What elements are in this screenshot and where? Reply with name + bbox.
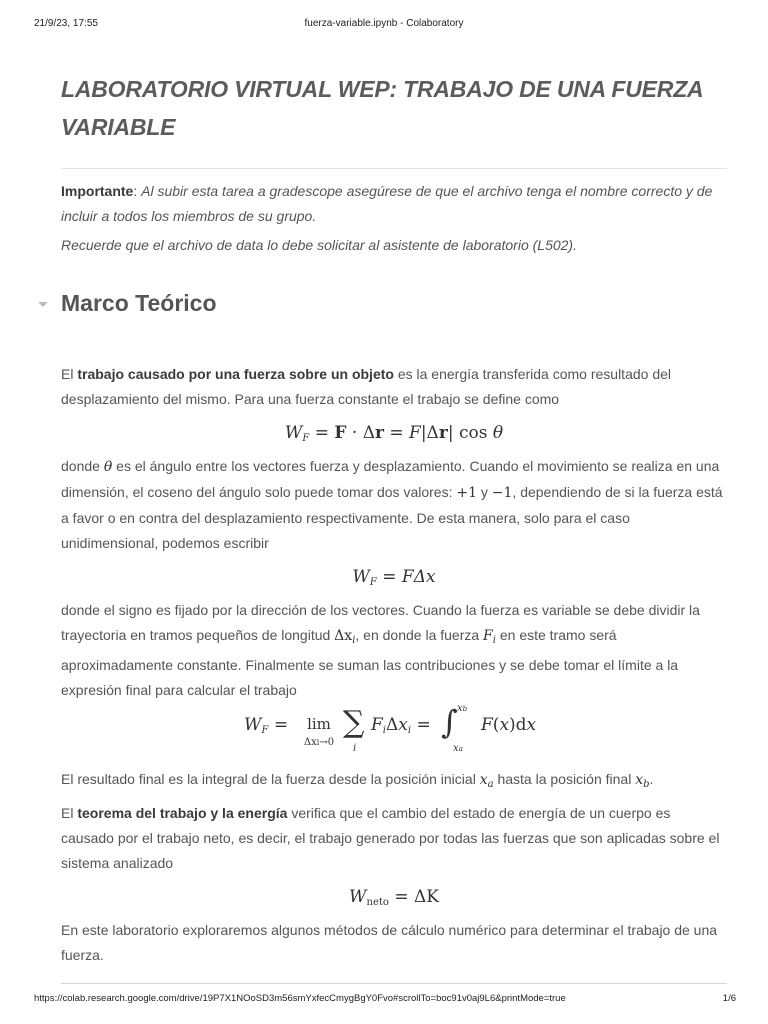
paragraph-angle: donde θ es el ángulo entre los vectores fuerza y desplazamiento. Cuando el movimiento se realiza en una dimensión, el coseno del ángulo solo puede tomar dos valores: +1 y −1, dependiendo de si la fuerza está a favor o en contra del desplazamiento respectivamente. De esta manera, solo para el caso unidimensional, podemos escribir <box>61 458 723 551</box>
notebook-content <box>61 70 727 258</box>
section-heading: Marco Teórico <box>61 290 217 316</box>
equation-constant-force: $W_F = F \cdot \Delta r = F|\Delta r|$ cos θ <box>284 423 504 444</box>
theory-body <box>61 362 727 968</box>
recall-text: Recuerde que el archivo de data lo debe solicitar al asistente de laboratorio (L502). <box>61 237 577 253</box>
equation-1d-work: $W_F = F\Delta x$ <box>352 567 436 588</box>
paragraph-lab-purpose: En este laboratorio exploraremos algunos métodos de cálculo numérico para determinar el trabajo de una fuerza. <box>61 922 718 963</box>
recall-note <box>61 233 727 258</box>
equation-net-work: $W_{neto} = \Delta K$ <box>349 887 439 908</box>
print-footer <box>0 993 768 1009</box>
equation-integral: $W_F$ = lim Δxi→0 ∑ i $F_i\Delta x_i$ = ∫ xb xa F(x)dx <box>244 703 537 754</box>
collapse-caret-icon[interactable] <box>38 302 48 307</box>
title-divider <box>61 168 727 169</box>
important-label: Importante <box>61 183 134 199</box>
print-url: https://colab.research.google.com/drive/19P7X1NOoSD3m56smYxfecCmygBgY0Fvo#scrollTo=boc91v0aj9L6&printMode=true <box>34 993 566 1004</box>
print-document-title: fuerza-variable.ipynb - Colaboratory <box>304 18 464 29</box>
important-text: Al subir esta tarea a gradescope asegúrese de que el archivo tenga el nombre correcto y de incluir a todos los miembros de su grupo. <box>61 183 713 224</box>
important-note: Importante: Al subir esta tarea a gradescope asegúrese de que el archivo tenga el nombre correcto y de incluir a todos los miembros de su grupo. <box>61 183 713 224</box>
notebook-title: LABORATORIO VIRTUAL WEP: TRABAJO DE UNA FUERZA VARIABLE <box>61 76 703 140</box>
print-header <box>0 18 768 34</box>
paragraph-variable-force: donde el signo es fijado por la dirección de los vectores. Cuando la fuerza es variable se debe dividir la trayectoria en tramos pequeños de longitud $\Delta x_i$, en donde la fuerza $F_i$ en este tramo será aproximadamente constante. Finalmente se suman las contribuciones y se debe tomar el límite a la expresión final para calcular el trabajo <box>61 602 700 698</box>
print-page-number: 1/6 <box>722 993 736 1004</box>
print-datetime: 21/9/23, 17:55 <box>34 18 98 29</box>
term-work: trabajo causado por una fuerza sobre un objeto <box>77 366 394 382</box>
paragraph-integral-result: El resultado final es la integral de la fuerza desde la posición inicial $x_a$ hasta la posición final $x_b$. <box>61 771 654 790</box>
paragraph-work-definition: El trabajo causado por una fuerza sobre un objeto es la energía transferida como resultado del desplazamiento del mismo. Para una fuerza constante el trabajo se define como <box>61 366 671 407</box>
term-theorem: teorema del trabajo y la energía <box>77 805 288 821</box>
page-bottom-rule <box>61 983 727 984</box>
paragraph-work-energy-theorem: El teorema del trabajo y la energía verifica que el cambio del estado de energía de un cuerpo es causado por el trabajo neto, es decir, el trabajo generado por todas las fuerzas que son aplicadas sobre el sistema analizado <box>61 805 720 871</box>
